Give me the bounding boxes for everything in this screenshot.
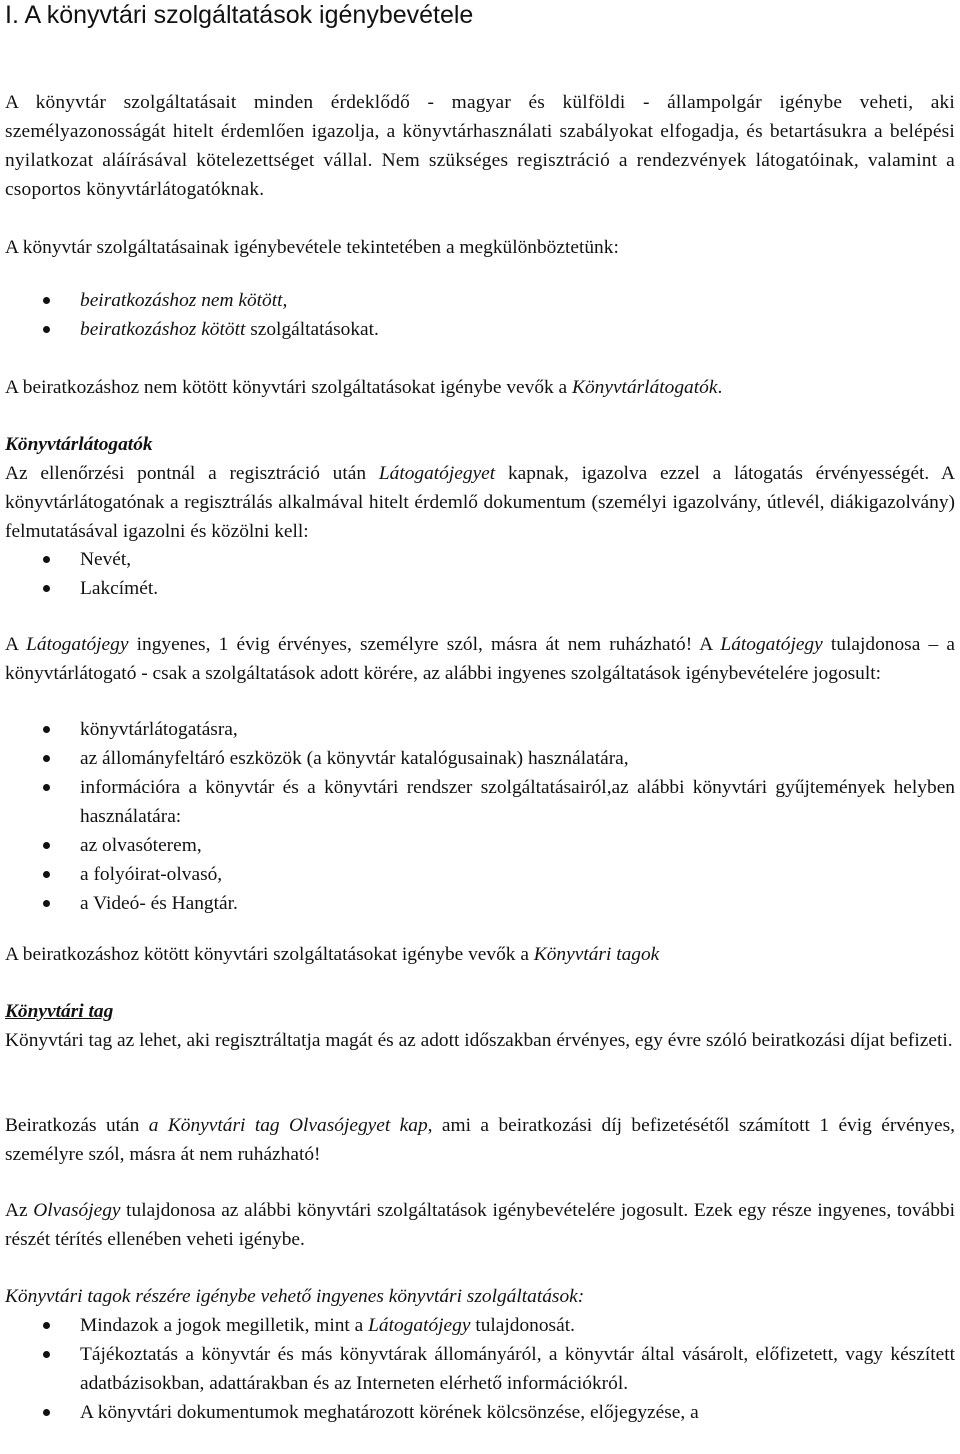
members-paragraph: Könyvtári tag az lehet, aki regisztráltatja magát és az adott időszakban érvényes, egy évre szóló beiratkozási díjat befizeti.	[5, 1030, 953, 1051]
list-item: Lakcímét.	[5, 574, 955, 603]
bullet-icon	[43, 900, 50, 907]
list-item: információra a könyvtár és a könyvtári rendszer szolgáltatásairól,az alábbi könyvtári gyűjtemények helyben használatára:	[5, 773, 955, 831]
bullet-icon	[43, 1322, 50, 1329]
visitors-paragraph: Az ellenőrzési pontnál a regisztráció után Látogatójegyet kapnak, igazolva ezzel a látogatás érvényességét. A könyvtárlátogatónak a regisztrálás alkalmával hitelt érdemlő dokumentum (személyi igazolvány, útlevél, diákigazolvány) felmutatásával igazolni és közölni kell:	[5, 463, 955, 542]
bullet-icon	[43, 842, 50, 849]
list-item: Mindazok a jogok megilletik, mint a Látogatójegy tulajdonosát.	[5, 1311, 955, 1340]
ticket-paragraph: A Látogatójegy ingyenes, 1 évig érvényes, személyre szól, másra át nem ruházható! A Látogatójegy tulajdonosa – a könyvtárlátogató - csak a szolgáltatások adott körére, az alábbi ingyenes szolgáltatások igénybevételére jogosult:	[5, 634, 956, 684]
list-item: az olvasóterem,	[5, 831, 955, 860]
members-heading: Könyvtári tag	[5, 1001, 114, 1022]
service-types-list	[5, 286, 955, 344]
bullet-icon	[43, 726, 50, 733]
member-free-heading: Könyvtári tagok részére igénybe vehető ingyenes könyvtári szolgáltatások:	[5, 1286, 585, 1307]
enroll-paragraph: Beiratkozás után a Könyvtári tag Olvasójegyet kap, ami a beiratkozási díj befizetésétől számított 1 évig érvényes, személyre szól, másra át nem ruházható!	[5, 1115, 955, 1165]
list-item: Nevét,	[5, 545, 955, 574]
bullet-icon	[43, 556, 50, 563]
bullet-icon	[43, 1409, 50, 1416]
bullet-icon	[43, 585, 50, 592]
intro-paragraph: A könyvtár szolgáltatásait minden érdeklődő - magyar és külföldi - állampolgár igénybe veheti, aki személyazonosságát hitelt érdemlően igazolja, a könyvtárhasználati szabályokat elfogadja, és betartásukra a belépési nyilatkozat aláírásával kötelezettséget vállal. Nem szükséges regisztráció a rendezvények látogatóinak, valamint a csoportos könyvtárlátogatóknak.	[5, 92, 955, 200]
bullet-icon	[43, 326, 50, 333]
visitors-sentence: A beiratkozáshoz nem kötött könyvtári szolgáltatásokat igénybe vevők a Könyvtárlátogatók.	[5, 377, 723, 398]
distinction-paragraph: A könyvtár szolgáltatásainak igénybevétele tekintetében a megkülönböztetünk:	[5, 237, 619, 258]
page-title: I. A könyvtári szolgáltatások igénybevétele	[5, 1, 474, 29]
list-item: a folyóirat-olvasó,	[5, 860, 955, 889]
bullet-icon	[43, 871, 50, 878]
bullet-icon	[43, 755, 50, 762]
reader-paragraph: Az Olvasójegy tulajdonosa az alábbi könyvtári szolgáltatások igénybevételére jogosult. Ezek egy része ingyenes, további részét térítés ellenében veheti igénybe.	[5, 1200, 955, 1250]
bullet-icon	[43, 784, 50, 791]
list-item: beiratkozáshoz kötött szolgáltatásokat.	[5, 315, 955, 344]
list-item: könyvtárlátogatásra,	[5, 715, 955, 744]
list-item: az állományfeltáró eszközök (a könyvtár katalógusainak) használatára,	[5, 744, 955, 773]
visitor-required-list	[5, 545, 955, 603]
member-free-list	[5, 1311, 955, 1427]
visitors-heading: Könyvtárlátogatók	[5, 434, 153, 455]
bullet-icon	[43, 297, 50, 304]
list-item: beiratkozáshoz nem kötött,	[5, 286, 955, 315]
list-item: A könyvtári dokumentumok meghatározott körének kölcsönzése, előjegyzése, a	[5, 1398, 955, 1427]
members-sentence: A beiratkozáshoz kötött könyvtári szolgáltatásokat igénybe vevők a Könyvtári tagok	[5, 944, 660, 965]
list-item: a Videó- és Hangtár.	[5, 889, 955, 918]
free-services-list	[5, 715, 955, 918]
list-item: Tájékoztatás a könyvtár és más könyvtárak állományáról, a könyvtár által vásárolt, előfizetett, vagy készített adatbázisokban, adattárakban és az Interneten elérhető információkról.	[5, 1340, 955, 1398]
bullet-icon	[43, 1351, 50, 1358]
